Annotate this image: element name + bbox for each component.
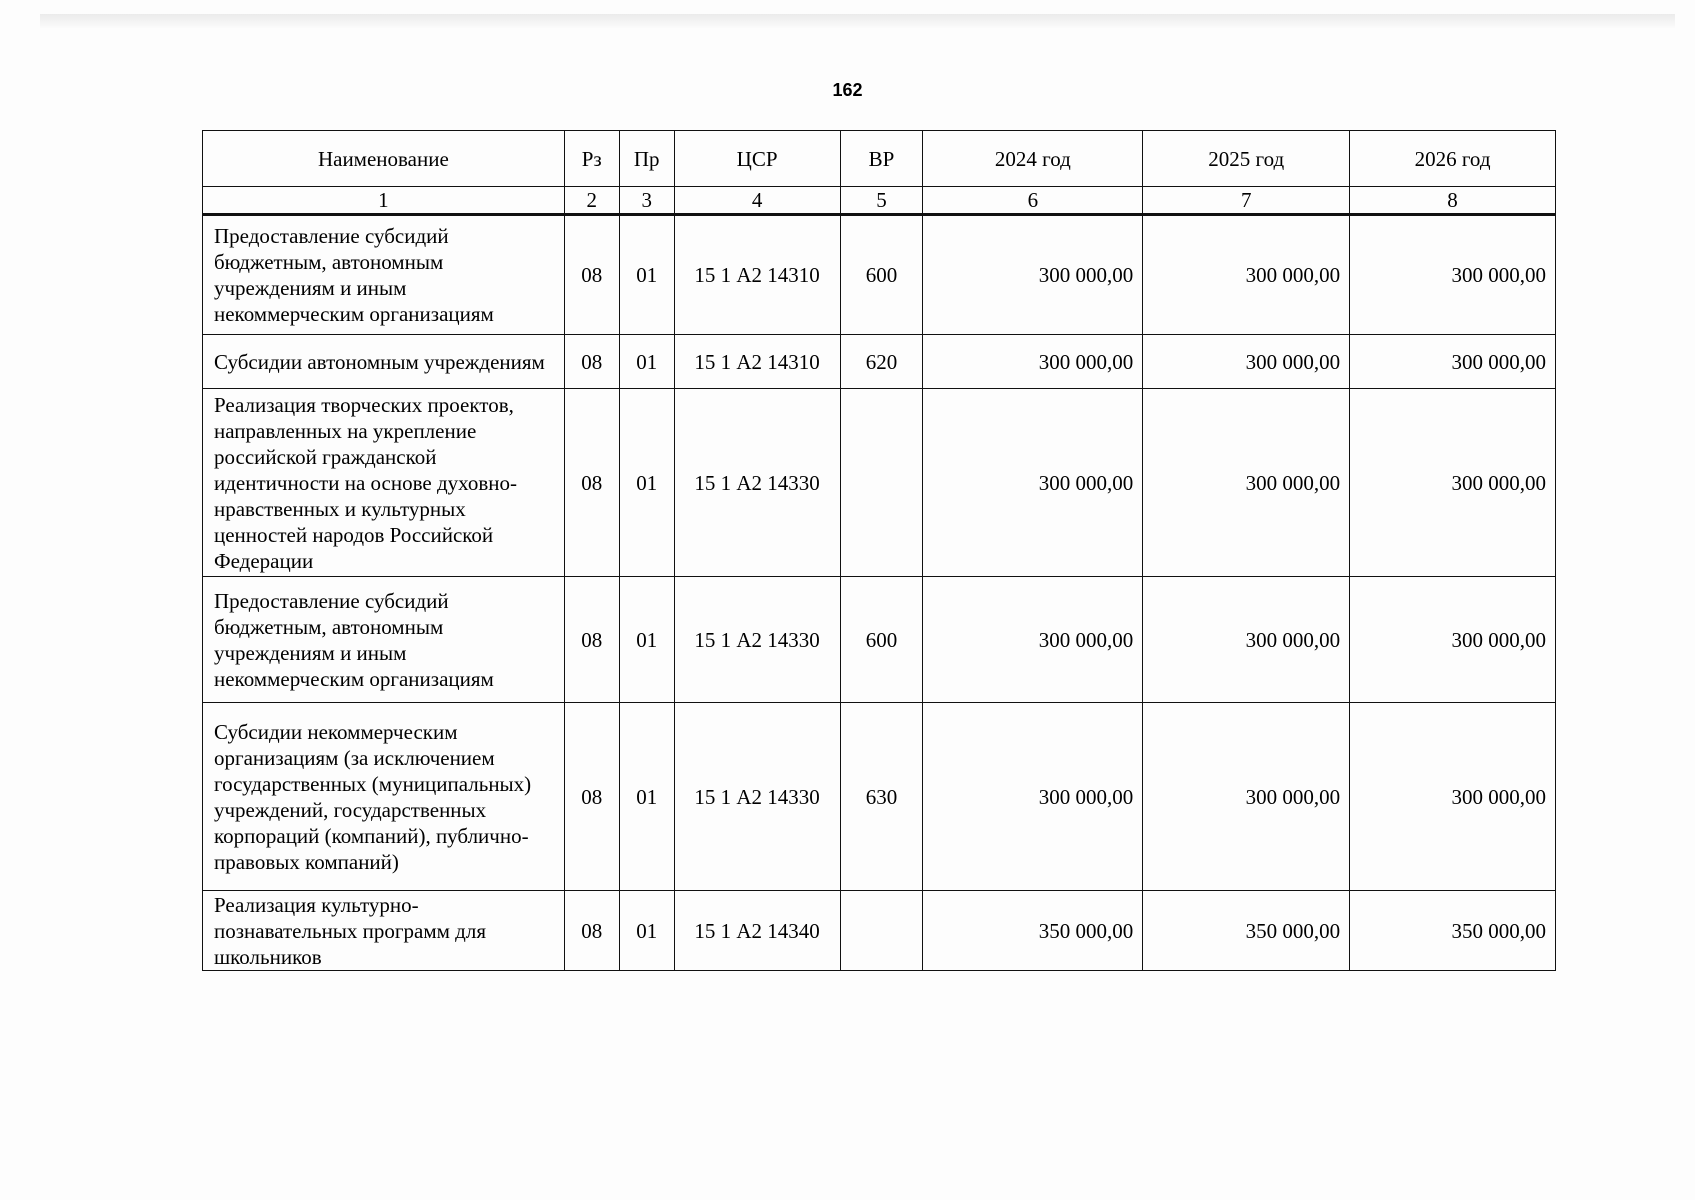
row-csr: 15 1 А2 14330 (674, 703, 840, 891)
row-2024: 300 000,00 (923, 335, 1143, 389)
row-2025: 300 000,00 (1143, 389, 1350, 577)
row-vr: 600 (840, 215, 923, 335)
row-rz: 08 (564, 335, 619, 389)
row-2026: 300 000,00 (1350, 215, 1556, 335)
column-number: 3 (619, 187, 674, 215)
column-number: 2 (564, 187, 619, 215)
row-rz: 08 (564, 703, 619, 891)
table-row (203, 577, 1556, 703)
column-number: 5 (840, 187, 923, 215)
table-row (203, 215, 1556, 335)
row-pr: 01 (619, 703, 674, 891)
budget-table (202, 130, 1556, 971)
row-vr: 630 (840, 703, 923, 891)
row-name: Реализация творческих проектов, направленных на укрепление российской гражданской идентичности на основе духовно-нравственных и культурных ценностей народов Российской Федерации (203, 389, 565, 577)
header-name: Наименование (203, 131, 565, 187)
header-2026: 2026 год (1350, 131, 1556, 187)
row-name: Субсидии автономным учреждениям (203, 335, 565, 389)
row-2024: 300 000,00 (923, 577, 1143, 703)
row-2026: 300 000,00 (1350, 703, 1556, 891)
header-vr: ВР (840, 131, 923, 187)
header-2024: 2024 год (923, 131, 1143, 187)
row-vr: 620 (840, 335, 923, 389)
header-2025: 2025 год (1143, 131, 1350, 187)
row-2026: 300 000,00 (1350, 577, 1556, 703)
row-2025: 300 000,00 (1143, 703, 1350, 891)
header-rz: Рз (564, 131, 619, 187)
column-number: 8 (1350, 187, 1556, 215)
table-row (203, 891, 1556, 971)
row-name: Предоставление субсидий бюджетным, автономным учреждениям и иным некоммерческим организациям (203, 577, 565, 703)
row-2024: 300 000,00 (923, 389, 1143, 577)
row-2025: 300 000,00 (1143, 335, 1350, 389)
row-csr: 15 1 А2 14340 (674, 891, 840, 971)
row-pr: 01 (619, 389, 674, 577)
column-number: 7 (1143, 187, 1350, 215)
row-vr (840, 891, 923, 971)
column-number: 6 (923, 187, 1143, 215)
column-number: 1 (203, 187, 565, 215)
row-2026: 300 000,00 (1350, 389, 1556, 577)
row-pr: 01 (619, 891, 674, 971)
table-row (203, 335, 1556, 389)
row-2025: 300 000,00 (1143, 577, 1350, 703)
row-rz: 08 (564, 215, 619, 335)
row-vr: 600 (840, 577, 923, 703)
scan-edge-shadow (40, 14, 1675, 28)
row-2025: 350 000,00 (1143, 891, 1350, 971)
row-csr: 15 1 А2 14330 (674, 389, 840, 577)
row-pr: 01 (619, 577, 674, 703)
column-number-row (203, 187, 1556, 215)
table-row (203, 703, 1556, 891)
row-vr (840, 389, 923, 577)
row-csr: 15 1 А2 14330 (674, 577, 840, 703)
row-pr: 01 (619, 215, 674, 335)
row-2024: 300 000,00 (923, 215, 1143, 335)
header-pr: Пр (619, 131, 674, 187)
row-name: Реализация культурно-познавательных программ для школьников (203, 891, 565, 971)
row-2024: 300 000,00 (923, 703, 1143, 891)
row-2026: 350 000,00 (1350, 891, 1556, 971)
table-row (203, 389, 1556, 577)
row-csr: 15 1 А2 14310 (674, 215, 840, 335)
row-2024: 350 000,00 (923, 891, 1143, 971)
row-rz: 08 (564, 389, 619, 577)
page-number: 162 (832, 80, 863, 100)
column-number: 4 (674, 187, 840, 215)
row-rz: 08 (564, 577, 619, 703)
row-2026: 300 000,00 (1350, 335, 1556, 389)
row-csr: 15 1 А2 14310 (674, 335, 840, 389)
table-header-row (203, 131, 1556, 187)
header-csr: ЦСР (674, 131, 840, 187)
row-name: Предоставление субсидий бюджетным, автономным учреждениям и иным некоммерческим организациям (203, 215, 565, 335)
row-2025: 300 000,00 (1143, 215, 1350, 335)
row-pr: 01 (619, 335, 674, 389)
row-rz: 08 (564, 891, 619, 971)
row-name: Субсидии некоммерческим организациям (за исключением государственных (муниципальных) учреждений, государственных корпораций (компаний), публично-правовых компаний) (203, 703, 565, 891)
